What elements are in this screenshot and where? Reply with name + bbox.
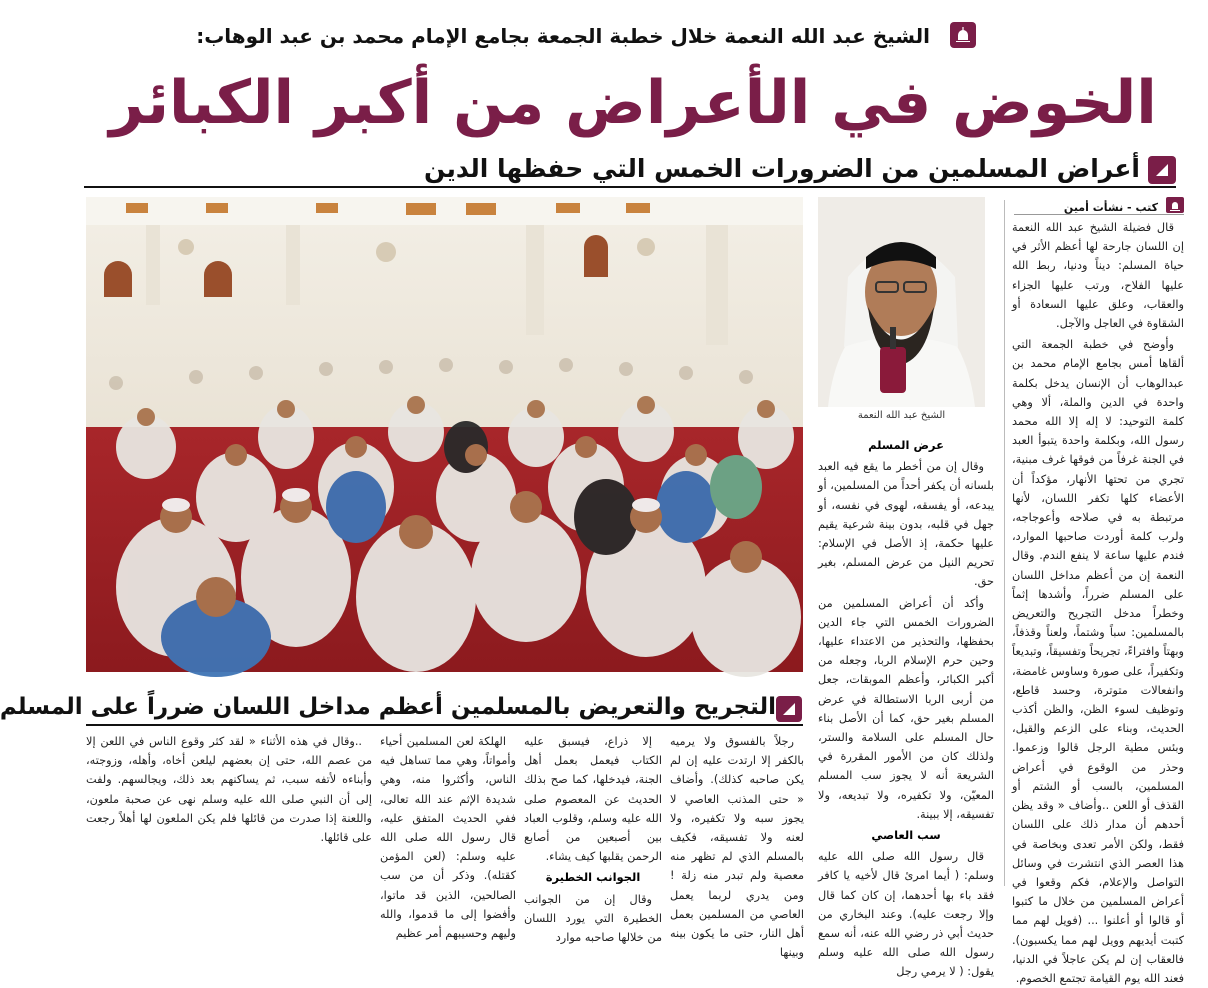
article-column-6 bbox=[86, 732, 372, 888]
corner-icon bbox=[1154, 162, 1170, 178]
col3-paragraph: رجلاً بالفسوق ولا يرميه بالكفر إلا ارتدت عليه إن لم يكن صاحبه كذلك). وأضاف « حتى المذنب العاصي لا يجوز سبه ولا تكفيره، ولا لعنه ولا تفسيقه، فكيف بالمسلم الذي لم تظهر منه معصية ولم تبدر منه زلة ! ومن يدري لربما يعمل العاصي من المسلمين بعمل أهل النار، حتى ما يكون بينه وبينها bbox=[670, 735, 804, 960]
col2-paragraph-3: قال رسول الله صلى الله عليه وسلم: ( أيما امرئ قال لأخيه يا كافر فقد باء بها أحدهما، إن كان كما قال وإلا رجعت عليه). وعند البخاري من حديث أبي ذر رضي الله عنه، أنه سمع رسول الله صلى الله عليه وسلم يقول: ( لا يرمي رجل bbox=[818, 850, 994, 979]
author-marker bbox=[1166, 197, 1184, 213]
article-column-4 bbox=[524, 732, 662, 945]
dome-small-icon bbox=[1169, 199, 1181, 211]
col6-paragraph: ..وقال في هذه الأثناء « لقد كثر وقوع الناس في اللعن إلا من عصم الله، حتى إن بعضهم ليلعن أخاه، وأهله، وزوجته، وأبناءه لأتفه سبب، ثم يساكنهم بعد ذلك، ويجالسهم. ولفت إلى أن النبي صلى الله عليه وسلم نهى عن صحبة ملعون، واللعنة إذا صدرت من قائلها فلم يكن الملعون لها أهلاً رجعت على قائلها. bbox=[86, 735, 372, 845]
article-column-1 bbox=[1012, 218, 1184, 985]
subheading-dangerous-aspects: الجوانب الخطيرة bbox=[545, 870, 641, 885]
col4-paragraph-1: إلا ذراع، فيسبق عليه الكتاب فيعمل بعمل أهل الجنة، فيدخلها، كما صح بذلك الحديث عن المعصوم صلى الله عليه وسلم، وقلوب العباد بين أصبعين من أصابع الرحمن يقلبها كيف يشاء. bbox=[524, 735, 662, 864]
portrait-image bbox=[818, 197, 985, 407]
dome-icon bbox=[954, 26, 972, 44]
author-byline: كتب - نشأت أمين bbox=[1063, 201, 1158, 214]
col1-paragraph-2: وأوضح في خطبة الجمعة التي ألقاها أمس بجامع الإمام محمد بن عبدالوهاب أن الإنسان يدخل بكلمة واحدة في الدين والملة، ألا وهي كلمة التوحيد: لا إله إلا الله محمد رسول الله، وبكلمة واحدة يتبوأ العبد في الجنة غرفاً من فوقها غرف مبنية، تجري من تحتها الأنهار، مؤكداً أن الأعضاء كلها تكفر اللسان، لأنها مرتبطة به في صلاحه وأعوجاجه، ولرب كلمة أوردت صاحبها الموارد، فندم عليها ساعة لا ينفع الندم. وقال النعمة إن من أعظم مداخل اللسان على المسلم ضرراً، وأشدها إثماً وخطراً مدخل التجريح والتعريض بالمسلمين: سباً وشتماً، ولعناً وقذفاً، وبهتاً وافتراءً، تجريحاً وتفسيقاً، وتبديعاً وتكفيراً، على صورة وساوس غامضة، وانفعالات متوترة، وحسد قاطع، وتوظيف لسوء الظن، والظن أكذب الحديث، وبناء على الزعم والقيل، وبئس مطية الرجل قالوا وزعموا. وحذر من الوقوع في أعراض المسلمين، بالسب أو الشتم أو القذف أو اللعن ..وأضاف « وقد يظن أحدهم أن مدار ذلك على اللسان فقط، ولكن الأمر تعدى وبخاصة في هذا العصر الذي انتشرت في وسائل التواصل والإعلام، فكم وقعوا في أعراض المسلمين من خلال ما كتبوا أو قالوا أو أعلنوا ... (فويل لهم مما كتبت أيديهم وويل لهم مما يكسبون). فالعقاب إن لم يكن عاجلاً في الدنيا، فعند الله يوم القيامة تجتمع الخصوم. bbox=[1012, 338, 1184, 985]
kicker: الشيخ عبد الله النعمة خلال خطبة الجمعة بجامع الإمام محمد بن عبد الوهاب: bbox=[196, 24, 930, 48]
col2-paragraph-1: وقال إن من أخطر ما يقع فيه العبد بلسانه أن يكفر أحداً من المسلمين، أو يبدعه، أو يفسقه، لهوى في نفسه، أو جهل في قلبه، بدون بينة شرعية يقيم عليها حكمة، إذ الأصل في الإسلام: تحريم النيل من عرض المسلم، بغير حق. bbox=[818, 460, 994, 589]
article-column-2 bbox=[818, 434, 994, 979]
sheikh-portrait bbox=[818, 197, 985, 407]
subheading-muslim-honor: عرض المسلم bbox=[868, 438, 944, 452]
congregation-photo bbox=[86, 197, 803, 672]
newspaper-logo bbox=[950, 22, 976, 48]
headline: الخوض في الأعراض من أكبر الكبائر bbox=[109, 68, 1157, 138]
subtitle: أعراض المسلمين من الضرورات الخمس التي حفظها الدين bbox=[424, 154, 1140, 183]
col2-paragraph-2: وأكد أن أعراض المسلمين من الضرورات الخمس التي جاء الدين بحفظها، والتحذير من الاعتداء عليها، وحين حرم الإسلام الربا، وجعله من أكبر الكبائر، وأعظم الموبقات، جعل من أربى الربا الاستطالة في عرض المسلم بغير حق، كما أن الأصل بناء حال المسلم على السلامة والستر، ولذلك كان من الأمور المقررة في الشريعة أنه لا يجوز سب المسلم المعيّن، ولا تكفيره، ولا تبديعه، ولا تفسيقه، إلا ببينة. bbox=[818, 596, 994, 821]
article-column-5 bbox=[380, 732, 516, 941]
author-rule bbox=[1014, 214, 1184, 215]
column-divider bbox=[1004, 200, 1005, 886]
col4-paragraph-2: وقال إن من الجوانب الخطيرة التي يورد اللسان من خلالها صاحبه موارد bbox=[524, 892, 662, 945]
section2-title: التجريح والتعريض بالمسلمين أعظم مداخل اللسان ضرراً على المسلم bbox=[0, 694, 776, 720]
mosque-congregation-image bbox=[86, 197, 803, 672]
section2-marker bbox=[776, 696, 802, 722]
section-marker bbox=[1148, 156, 1176, 184]
portrait-caption: الشيخ عبد الله النعمة bbox=[857, 410, 946, 421]
corner-small-icon bbox=[782, 702, 796, 716]
col1-paragraph-1: قال فضيلة الشيخ عبد الله النعمة إن اللسان جارحة لها أعظم الأثر في حياة المسلم: ديناً ودنيا، ربط الله عليها الفلاح، ورتب عليها الجزاء والعقاب، وعلق عليها السعادة أو الشقاوة في العاجل والآجل. bbox=[1012, 221, 1184, 331]
article-column-3 bbox=[670, 732, 804, 960]
subheading-sinner: سب العاصي bbox=[871, 828, 941, 843]
col5-paragraph: الهلكة لعن المسلمين أحياء وأمواتاً، وهي مما تساهل فيه الناس، وأكثروا منه، وهي شديدة الإثم عند الله تعالى، ففي الحديث المتفق عليه، قال رسول الله صلى الله عليه وسلم: (لعن المؤمن كقتله). وذكر أن من سب الصالحين، الذين قد ماتوا، وأفضوا إلى ما قدموا، والله وليهم وحسيبهم أمر عظيم bbox=[380, 735, 516, 941]
